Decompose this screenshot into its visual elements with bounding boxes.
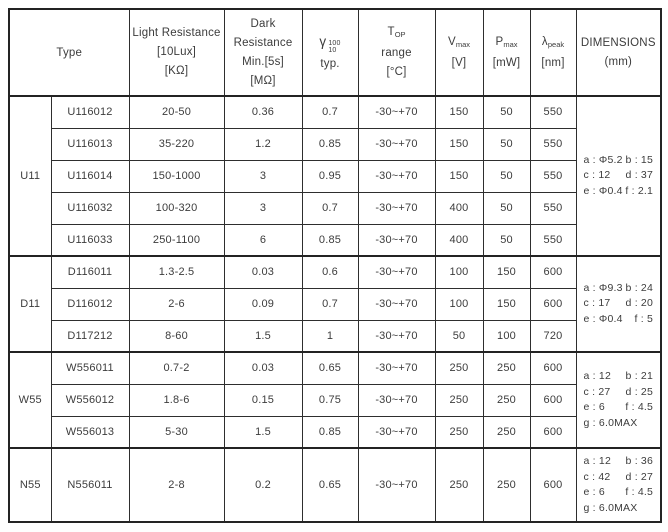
header-label: $P_{max}$ (495, 35, 518, 49)
vmax-cell: 150 (435, 160, 483, 192)
header-label: range (381, 47, 412, 59)
light-resistance-cell: 35-220 (129, 128, 224, 160)
top-range-cell: -30~+70 (358, 128, 435, 160)
dims-line (584, 369, 654, 385)
col-header-top-range (358, 9, 435, 96)
dark-resistance-cell: 0.36 (224, 96, 302, 128)
pmax-cell: 250 (483, 416, 530, 448)
dims-item: c : 12 (583, 169, 611, 182)
vmax-cell: 250 (435, 448, 483, 522)
table-row (9, 448, 661, 522)
table-row (9, 352, 661, 384)
light-resistance-cell: 2-8 (129, 448, 224, 522)
lambda-peak-cell: 550 (530, 192, 576, 224)
spec-table (8, 8, 662, 523)
header-label: [°C] (386, 66, 407, 78)
table-row (9, 288, 661, 320)
vmax-cell: 50 (435, 320, 483, 352)
lambda-peak-cell: 600 (530, 352, 576, 384)
gamma-value-cell: 0.85 (302, 416, 358, 448)
pmax-cell: 150 (483, 256, 530, 288)
header-label: [KΩ] (164, 65, 189, 77)
header-label: $T_{OP}$ (387, 26, 406, 39)
dark-resistance-cell: 1.2 (224, 128, 302, 160)
dims-item: d : 27 (625, 470, 654, 483)
dims-line (584, 296, 654, 312)
table-row (9, 256, 661, 288)
type-group-cell: D11 (9, 256, 51, 352)
dims-item: d : 25 (625, 385, 654, 398)
table-row (9, 416, 661, 448)
table-row (9, 160, 661, 192)
lambda-peak-cell: 600 (530, 256, 576, 288)
header-label: typ. (320, 57, 340, 70)
header-label: [MΩ] (250, 74, 276, 87)
dims-item: d : 20 (625, 297, 654, 310)
dark-resistance-cell: 0.2 (224, 448, 302, 522)
dims-item: a : 12 (583, 455, 611, 467)
header-label: $V_{max}$ (447, 35, 471, 49)
dims-item: b : 15 (625, 153, 654, 166)
dims-item: a : Φ5.2 (583, 153, 623, 166)
lambda-peak-cell: 600 (530, 288, 576, 320)
header-label: Type (56, 46, 83, 59)
dims-line (584, 312, 654, 328)
pmax-cell: 150 (483, 288, 530, 320)
dark-resistance-cell: 1.5 (224, 416, 302, 448)
top-range-cell: -30~+70 (358, 256, 435, 288)
light-resistance-cell: 1.8-6 (129, 384, 224, 416)
dims-line (584, 184, 654, 200)
pmax-cell: 100 (483, 320, 530, 352)
table-row (9, 320, 661, 352)
type-group-cell: W55 (9, 352, 51, 448)
gamma-value-cell: 0.85 (302, 224, 358, 256)
dims-item: e : Φ0.4 (583, 184, 623, 197)
header-label: DIMENSIONS (580, 36, 656, 49)
col-header-dark-resistance (224, 9, 302, 96)
col-header-gamma (302, 9, 358, 96)
pmax-cell: 50 (483, 192, 530, 224)
dims-line (584, 485, 654, 501)
gamma-symbol: γ 100 10 (319, 33, 341, 54)
top-range-cell: -30~+70 (358, 160, 435, 192)
top-range-cell: -30~+70 (358, 448, 435, 522)
part-number-cell: U116013 (51, 128, 129, 160)
dims-item: g : 6.0MAX (583, 501, 638, 514)
light-resistance-cell: 20-50 (129, 96, 224, 128)
top-range-cell: -30~+70 (358, 224, 435, 256)
light-resistance-cell: 5-30 (129, 416, 224, 448)
dark-resistance-cell: 6 (224, 224, 302, 256)
dims-item: g : 6.0MAX (583, 416, 638, 429)
lambda-peak-cell: 550 (530, 96, 576, 128)
vmax-cell: 150 (435, 96, 483, 128)
pmax-cell: 250 (483, 448, 530, 522)
dims-item: c : 42 (583, 470, 611, 483)
vmax-cell: 400 (435, 192, 483, 224)
dims-item: f : 4.5 (625, 486, 654, 498)
lambda-peak-cell: 600 (530, 384, 576, 416)
part-number-cell: W556012 (51, 384, 129, 416)
gamma-value-cell: 0.65 (302, 352, 358, 384)
dimensions-cell (576, 352, 661, 448)
vmax-cell: 400 (435, 224, 483, 256)
top-range-cell: -30~+70 (358, 352, 435, 384)
dark-resistance-cell: 1.5 (224, 320, 302, 352)
dark-resistance-cell: 3 (224, 160, 302, 192)
vmax-cell: 250 (435, 416, 483, 448)
header-label: $\lambda_{peak}$ (541, 35, 565, 49)
col-header-type (9, 9, 129, 96)
dims-item: b : 21 (625, 370, 654, 382)
part-number-cell: N556011 (51, 448, 129, 522)
dark-resistance-cell: 0.15 (224, 384, 302, 416)
dark-resistance-cell: 3 (224, 192, 302, 224)
dims-item: e : Φ0.4 (583, 312, 623, 325)
dark-resistance-cell: 0.03 (224, 352, 302, 384)
datasheet-page (0, 8, 668, 532)
top-range-cell: -30~+70 (358, 384, 435, 416)
dims-line (584, 168, 654, 184)
table-row (9, 96, 661, 128)
dims-line (584, 470, 654, 486)
gamma-value-cell: 0.7 (302, 96, 358, 128)
header-row (9, 9, 661, 96)
dims-item: b : 24 (625, 281, 654, 294)
part-number-cell: W556013 (51, 416, 129, 448)
dims-item: c : 17 (583, 297, 611, 310)
dims-item: e : 6 (583, 401, 605, 413)
dims-item: a : Φ9.3 (583, 281, 623, 294)
dims-item: c : 27 (583, 385, 611, 398)
col-header-dimensions (576, 9, 661, 96)
pmax-cell: 50 (483, 96, 530, 128)
spec-table-body (9, 96, 661, 522)
header-label: [nm] (541, 56, 565, 69)
dims-line (584, 153, 654, 169)
dimensions-cell (576, 448, 661, 522)
dimensions-cell (576, 96, 661, 256)
part-number-cell: D116011 (51, 256, 129, 288)
top-range-cell: -30~+70 (358, 416, 435, 448)
top-range-cell: -30~+70 (358, 288, 435, 320)
dims-item: e : 6 (583, 486, 605, 498)
gamma-value-cell: 0.6 (302, 256, 358, 288)
header-label: Dark (250, 17, 276, 30)
pmax-cell: 250 (483, 384, 530, 416)
light-resistance-cell: 2-6 (129, 288, 224, 320)
header-label: [mW] (492, 56, 521, 69)
top-range-cell: -30~+70 (358, 192, 435, 224)
dims-item: f : 2.1 (625, 184, 654, 197)
col-header-pmax (483, 9, 530, 96)
header-label: (mm) (604, 55, 633, 68)
dims-item: d : 37 (625, 169, 654, 182)
table-row (9, 192, 661, 224)
dims-line (584, 454, 654, 470)
part-number-cell: D117212 (51, 320, 129, 352)
gamma-value-cell: 0.7 (302, 192, 358, 224)
vmax-cell: 100 (435, 256, 483, 288)
light-resistance-cell: 8-60 (129, 320, 224, 352)
gamma-value-cell: 0.7 (302, 288, 358, 320)
dark-resistance-cell: 0.09 (224, 288, 302, 320)
vmax-cell: 250 (435, 352, 483, 384)
vmax-cell: 100 (435, 288, 483, 320)
col-header-light-resistance (129, 9, 224, 96)
gamma-value-cell: 0.95 (302, 160, 358, 192)
dims-item: a : 12 (583, 370, 611, 382)
vmax-cell: 150 (435, 128, 483, 160)
gamma-value-cell: 1 (302, 320, 358, 352)
pmax-cell: 50 (483, 224, 530, 256)
type-group-cell: U11 (9, 96, 51, 256)
pmax-cell: 250 (483, 352, 530, 384)
header-label: Min.[5s] (242, 55, 284, 68)
header-label: Light Resistance (132, 27, 221, 39)
gamma-value-cell: 0.75 (302, 384, 358, 416)
header-label: [10Lux] (156, 46, 197, 58)
gamma-value-cell: 0.65 (302, 448, 358, 522)
light-resistance-cell: 1.3-2.5 (129, 256, 224, 288)
lambda-peak-cell: 550 (530, 224, 576, 256)
dims-item: b : 36 (625, 455, 654, 467)
dims-line (584, 501, 654, 517)
dims-item: f : 4.5 (625, 401, 654, 413)
dims-line (584, 385, 654, 401)
part-number-cell: U116012 (51, 96, 129, 128)
table-row (9, 128, 661, 160)
lambda-peak-cell: 550 (530, 128, 576, 160)
dims-line (584, 400, 654, 416)
col-header-vmax (435, 9, 483, 96)
table-row (9, 384, 661, 416)
pmax-cell: 50 (483, 128, 530, 160)
dims-line (584, 416, 654, 432)
lambda-peak-cell: 720 (530, 320, 576, 352)
header-label: Resistance (233, 36, 293, 49)
top-range-cell: -30~+70 (358, 96, 435, 128)
lambda-peak-cell: 550 (530, 160, 576, 192)
part-number-cell: D116012 (51, 288, 129, 320)
dark-resistance-cell: 0.03 (224, 256, 302, 288)
lambda-peak-cell: 600 (530, 448, 576, 522)
lambda-peak-cell: 600 (530, 416, 576, 448)
top-range-cell: -30~+70 (358, 320, 435, 352)
type-group-cell: N55 (9, 448, 51, 522)
light-resistance-cell: 0.7-2 (129, 352, 224, 384)
gamma-value-cell: 0.85 (302, 128, 358, 160)
part-number-cell: U116032 (51, 192, 129, 224)
light-resistance-cell: 100-320 (129, 192, 224, 224)
col-header-lambda-peak (530, 9, 576, 96)
part-number-cell: U116014 (51, 160, 129, 192)
pmax-cell: 50 (483, 160, 530, 192)
table-row (9, 224, 661, 256)
dims-item: f : 5 (634, 312, 654, 325)
light-resistance-cell: 250-1100 (129, 224, 224, 256)
light-resistance-cell: 150-1000 (129, 160, 224, 192)
part-number-cell: U116033 (51, 224, 129, 256)
dimensions-cell (576, 256, 661, 352)
header-label: [V] (451, 56, 467, 69)
dims-line (584, 281, 654, 297)
vmax-cell: 250 (435, 384, 483, 416)
part-number-cell: W556011 (51, 352, 129, 384)
